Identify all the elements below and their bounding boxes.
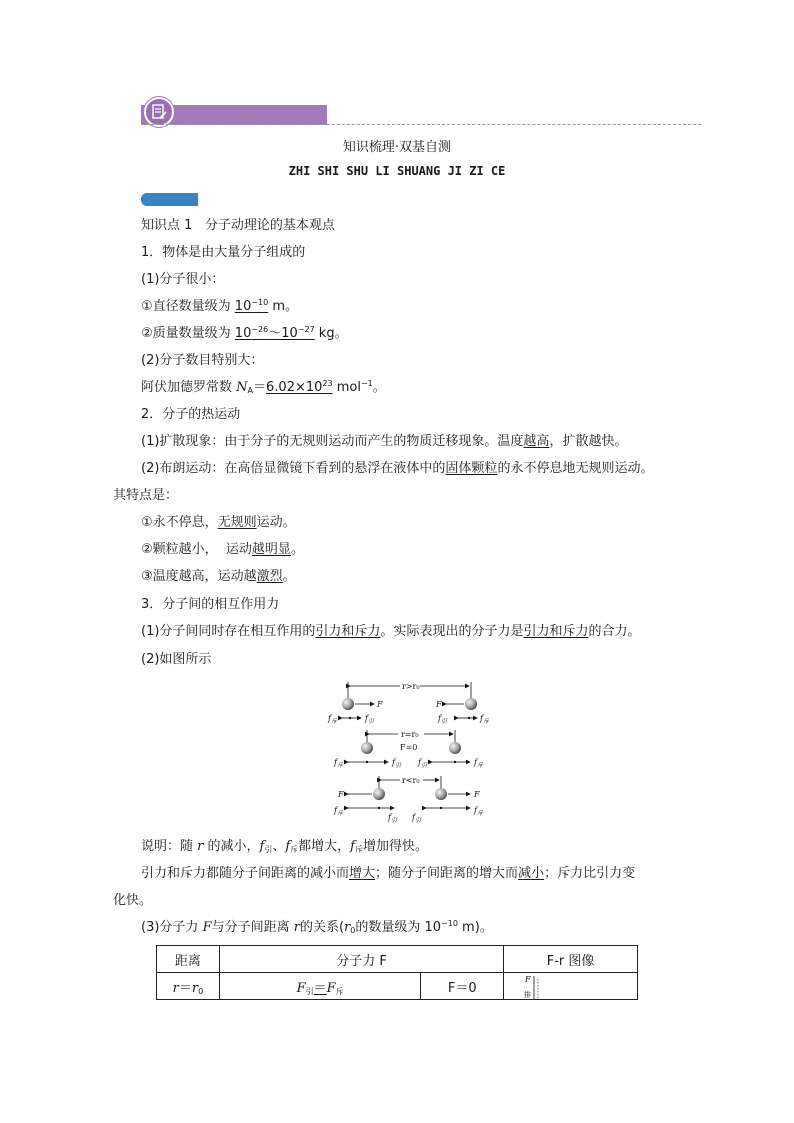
label-f-chi: $f_斥$: [328, 714, 337, 725]
s2-feature-3: ③温度越高，运动越激烈。: [141, 569, 296, 584]
table-header-cell: F-r 图像: [504, 946, 638, 973]
label-f-yin: $f_引$: [365, 714, 374, 725]
fr-graph-thumbnail: [524, 973, 554, 999]
answer-attraction-repulsion: 引力和斥力: [315, 624, 381, 639]
text: ①直径数量级为: [141, 299, 235, 314]
s2-feature-1: ①永不停息，无规则运动。: [141, 515, 296, 530]
s1-heading: 1．物体是由大量分子组成的: [141, 245, 306, 260]
knowledge-point-heading: [141, 217, 335, 235]
s3-trend: 引力和斥力都随分子间距离的减小而增大；随分子间距离的增大而减小；斥力比引力变: [141, 866, 636, 881]
force-distance-table: [156, 945, 638, 1000]
label-f-chi: $f_斥$: [474, 806, 483, 817]
s3-heading: 3．分子间的相互作用力: [141, 597, 280, 612]
table-header-cell: 分子力 F: [219, 946, 503, 973]
label-F: F: [338, 790, 344, 799]
label-F: F: [377, 700, 383, 709]
label-f-yin: $f_引$: [438, 714, 447, 725]
label-f-chi: $f_斥$: [474, 758, 483, 769]
notebook-icon: [144, 97, 174, 127]
diagram-label-r-eq: r=r₀: [401, 730, 419, 739]
header-divider: [141, 124, 701, 125]
label-f-chi: $f_斥$: [480, 714, 489, 725]
s3-p3: (3)分子力 F与分子间距离 r的关系($r_0$的数量级为 $10^{-10}$ m)。: [141, 919, 493, 935]
s1-p2: (2)分子数目特别大：: [141, 353, 264, 368]
answer-avogadro: $6.02\times 10^{23}$: [266, 379, 333, 395]
s1-p1: (1)分子很小：: [141, 272, 225, 287]
molecule-ball: [373, 788, 385, 800]
molecule-ball: [449, 742, 461, 754]
s2-diffusion: (1)扩散现象：由于分子的无规则运动而产生的物质迁移现象。温度越高，扩散越快。: [141, 434, 628, 449]
table-cell-force-relation: $F_引=F_斥$: [219, 973, 421, 1000]
molecule-ball: [465, 698, 477, 710]
diagram-label-r-lt: r<r₀: [402, 776, 420, 785]
label-f-chi: $f_斥$: [334, 758, 343, 769]
label-f-yin: $f_引$: [392, 758, 401, 769]
table-header-cell: 距离: [157, 946, 220, 973]
answer-solid-particles: 固体颗粒: [445, 461, 498, 476]
answer-intense: 激烈: [256, 569, 283, 584]
answer-mass: $10^{-26}\sim 10^{-27}$: [234, 325, 315, 341]
svg-text:排: 排: [524, 991, 532, 999]
answer-random: 无规则: [217, 515, 257, 530]
table-row: [157, 973, 638, 1000]
knowledge-tag-bar: [141, 193, 198, 206]
s3-trend-cont: 化快。: [113, 893, 153, 908]
table-cell-force-value: F＝0: [421, 973, 504, 1000]
molecular-force-diagram: [320, 676, 500, 824]
s2-features-intro: 其特点是：: [113, 488, 179, 503]
s1-mass: [141, 325, 348, 343]
diagram-label-r-gt: r>r₀: [402, 682, 420, 691]
answer-attraction-repulsion-2: 引力和斥力: [523, 624, 589, 639]
s1-avogadro: 阿伏加德罗常数 $N_A=6.02\times 10^{23}$ mol$^{-1}$。: [141, 379, 386, 395]
label-f-yin: $f_引$: [418, 758, 427, 769]
molecule-ball: [435, 788, 447, 800]
section-title: 知识梳理·双基自测: [342, 140, 452, 155]
table-cell-distance: $r=r_0$: [157, 973, 220, 1000]
s1-diameter: [141, 298, 298, 316]
text: 阿伏加德罗常数: [141, 380, 237, 395]
answer-higher: 越高: [523, 434, 550, 449]
answer-equal: ＝: [313, 980, 327, 996]
answer-increase: 增大: [349, 866, 376, 881]
knowledge-point-title: 分子动理论的基本观点: [204, 218, 335, 233]
s2-brownian: (2)布朗运动：在高倍显微镜下看到的悬浮在液体中的固体颗粒的永不停息地无规则运动。: [141, 461, 654, 476]
diagram-label-F0: F=0: [400, 743, 418, 752]
table-cell-graph: [504, 973, 638, 1000]
s2-heading: 2．分子的热运动: [141, 407, 241, 422]
svg-text:F: F: [525, 975, 531, 984]
label-F: F: [436, 700, 442, 709]
knowledge-point-label: 知识点 1: [141, 218, 193, 233]
label-f-chi: $f_斥$: [334, 806, 343, 817]
s2-feature-2: ②颗粒越小， 运动越明显。: [141, 542, 304, 557]
molecule-ball: [361, 742, 373, 754]
s3-p2: (2)如图所示: [141, 652, 212, 667]
symbol-N: N: [236, 380, 248, 395]
table-header-row: [157, 946, 638, 973]
text: kg。: [314, 326, 348, 341]
answer-more-obvious: 越明显: [251, 542, 291, 557]
answer-diameter: $10^{-10}$: [234, 298, 269, 314]
label-f-yin: $f_引$: [388, 813, 397, 824]
answer-decrease: 减小: [518, 866, 545, 881]
text: ②质量数量级为: [141, 326, 235, 341]
s3-p1: (1)分子间同时存在相互作用的引力和斥力。实际表现出的分子力是引力和斥力的合力。: [141, 624, 641, 639]
label-F: F: [474, 790, 480, 799]
molecule-ball: [342, 698, 354, 710]
section-subtitle: ZHI SHI SHU LI SHUANG JI ZI CE: [288, 164, 506, 178]
s3-note: 说明：随 r 的减小，$f_引$、$f_斥$都增大，$f_斥$增加得快。: [141, 839, 428, 854]
text: m。: [268, 299, 299, 314]
label-f-yin: $f_引$: [412, 813, 421, 824]
